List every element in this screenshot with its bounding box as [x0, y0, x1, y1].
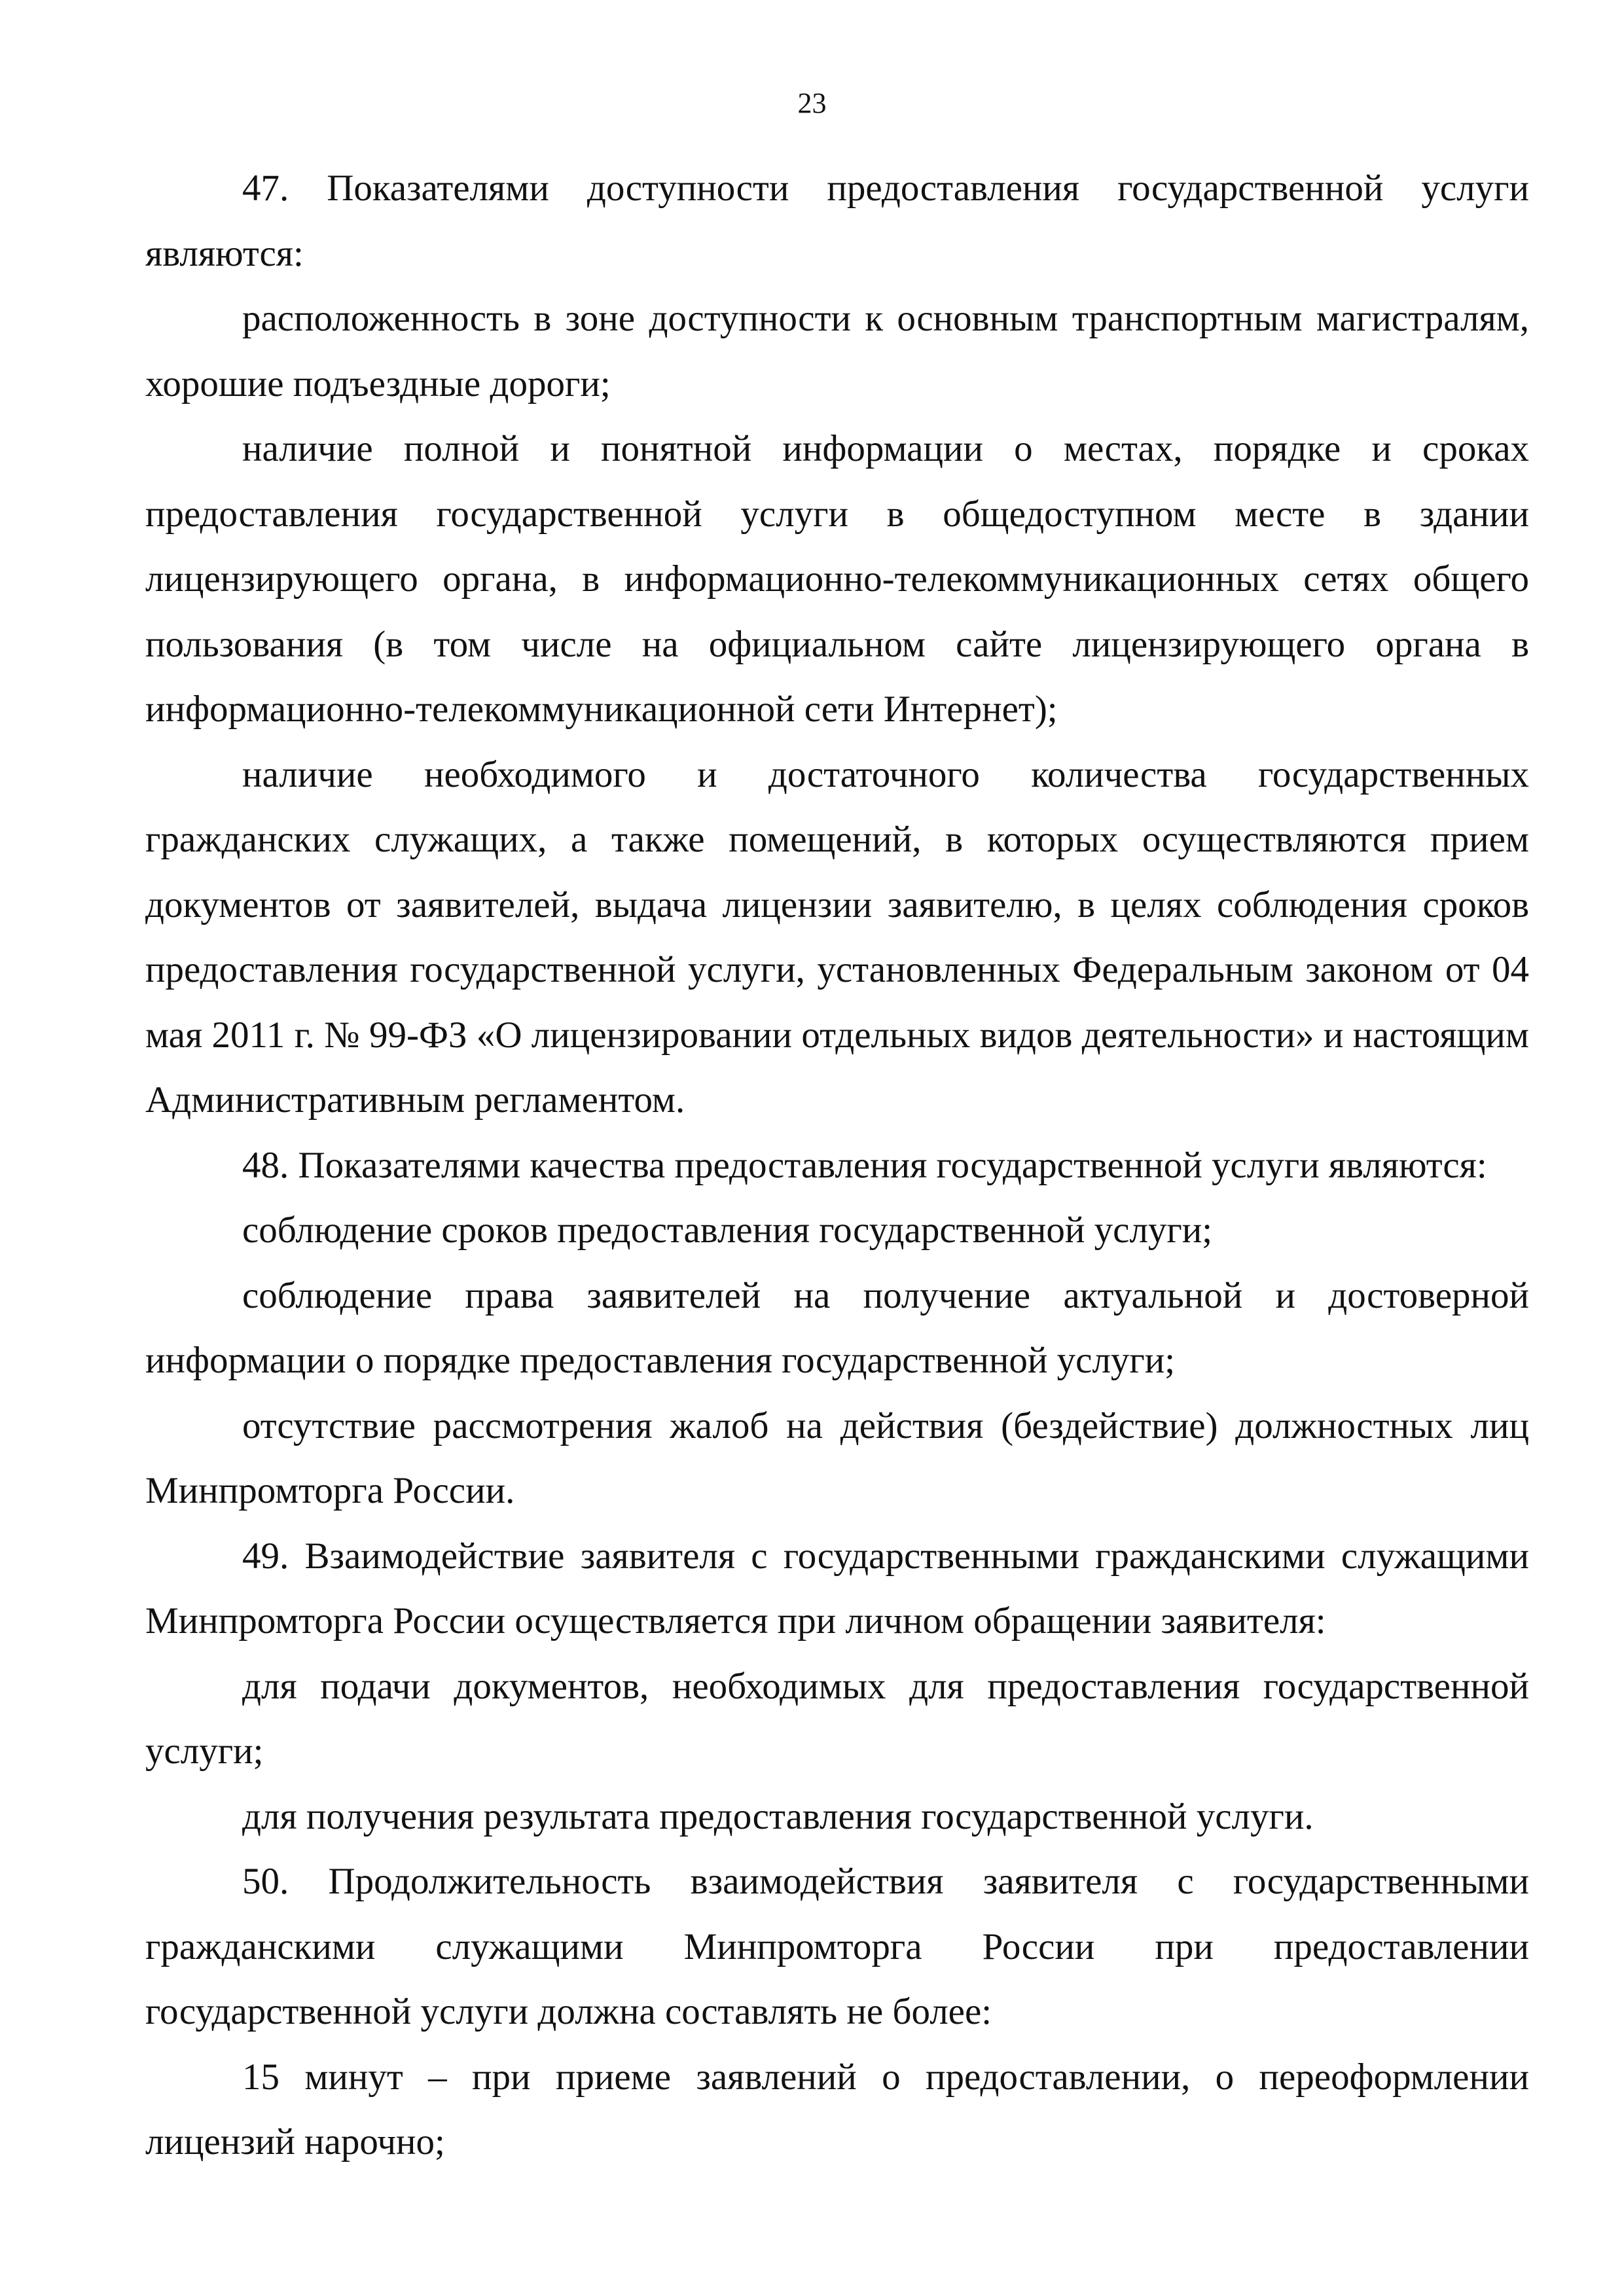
paragraph-result: для получения результата предоставления государственной услуги.: [242, 1795, 1314, 1837]
paragraph-49-intro: 49. Взаимодействие заявителя с государственными гражданскими служащими Минпромторга России осуществляется при личном обращении заявителя:: [145, 1535, 1529, 1641]
paragraph-no-complaints: отсутствие рассмотрения жалоб на действия (бездействие) должностных лиц Минпромторга России.: [145, 1405, 1529, 1511]
paragraph-information-availability: наличие полной и понятной информации о местах, порядке и сроках предоставления государственной услуги в общедоступном месте в здании лицензирующего органа, в информационно-телекоммуникационных сетях общего пользования (в том числе на официальном сайте лицензирующего органа в информационно-телекоммуникационной сети Интернет);: [145, 428, 1529, 730]
paragraph-submission: для подачи документов, необходимых для предоставления государственной услуги;: [145, 1665, 1529, 1772]
page-number: 23: [797, 87, 827, 119]
document-body: [145, 156, 1529, 2175]
paragraph-transport-access: расположенность в зоне доступности к основным транспортным магистралям, хорошие подъездные дороги;: [145, 298, 1529, 404]
paragraph-50-intro: 50. Продолжительность взаимодействия заявителя с государственными гражданскими служащими Минпромторга России при предоставлении государственной услуги должна составлять не более:: [145, 1861, 1529, 2032]
paragraph-staff-and-premises: наличие необходимого и достаточного количества государственных гражданских служащих, а также помещений, в которых осуществляются прием документов от заявителей, выдача лицензии заявителю, в целях соблюдения сроков предоставления государственной услуги, установленных Федеральным законом от 04 мая 2011 г. № 99-ФЗ «О лицензировании отдельных видов деятельности» и настоящим Административным регламентом.: [145, 753, 1529, 1121]
paragraph-47-intro: 47. Показателями доступности предоставления государственной услуги являются:: [145, 168, 1529, 274]
paragraph-deadlines: соблюдение сроков предоставления государственной услуги;: [242, 1210, 1213, 1251]
paragraph-15-minutes: 15 минут – при приеме заявлений о предоставлении, о переоформлении лицензий нарочно;: [145, 2056, 1529, 2162]
paragraph-applicant-rights: соблюдение права заявителей на получение актуальной и достоверной информации о порядке предоставления государственной услуги;: [145, 1274, 1529, 1381]
paragraph-48-intro: 48. Показателями качества предоставления государственной услуги являются:: [242, 1144, 1487, 1186]
